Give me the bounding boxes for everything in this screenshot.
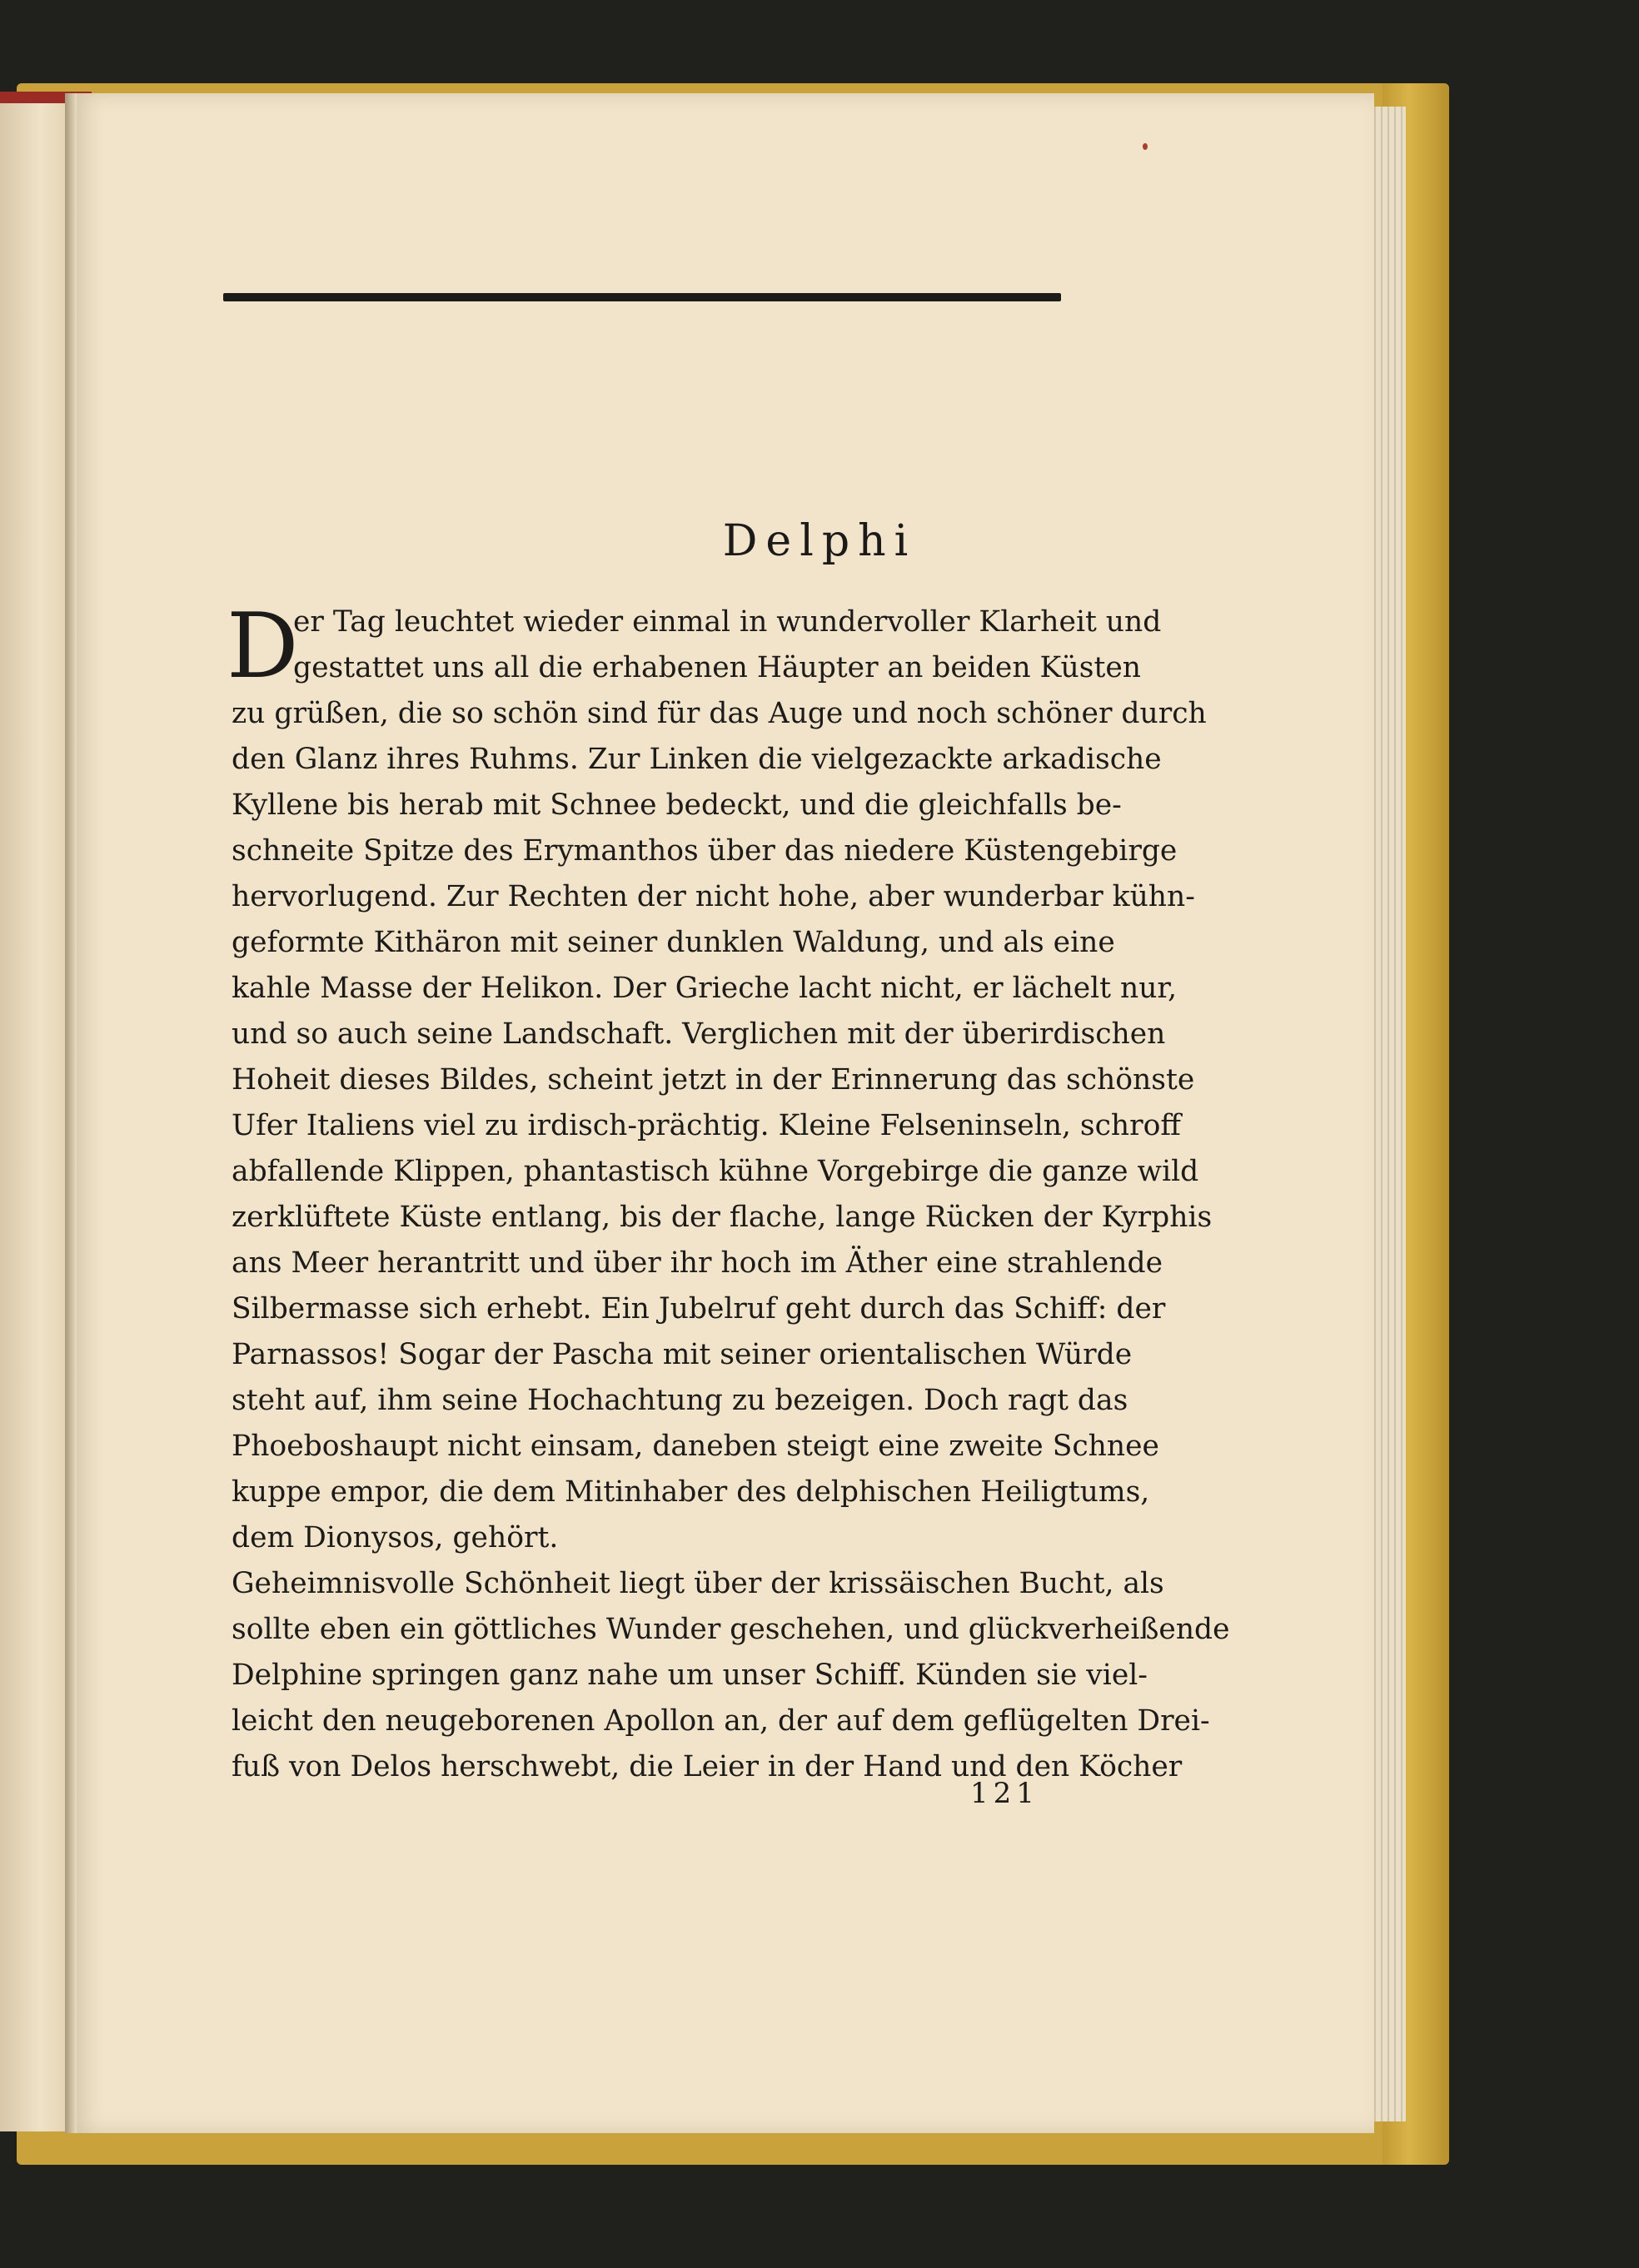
text-line: Ufer Italiens viel zu irdisch-prächtig. Kleine Felseninseln, schroff xyxy=(232,1109,1181,1142)
text-line: und so auch seine Landschaft. Verglichen mit der überirdischen xyxy=(232,1017,1166,1051)
text-line: fuß von Delos herschwebt, die Leier in der Hand und den Köcher xyxy=(232,1750,1183,1783)
text-line: geformte Kithäron mit seiner dunklen Waldung, und als eine xyxy=(232,926,1115,959)
header-rule xyxy=(223,293,1061,301)
left-page xyxy=(0,92,68,2131)
chapter-title: Delphi xyxy=(722,516,917,566)
text-line: er Tag leuchtet wieder einmal in wundervoller Klarheit und xyxy=(293,605,1162,639)
text-line: Phoeboshaupt nicht einsam, daneben steigt eine zweite Schnee xyxy=(232,1430,1159,1463)
text-line: Hoheit dieses Bildes, scheint jetzt in der Erinnerung das schönste xyxy=(232,1063,1195,1097)
text-line: dem Dionysos, gehört. xyxy=(232,1521,559,1554)
text-line: zu grüßen, die so schön sind für das Auge und noch schöner durch xyxy=(232,697,1207,730)
text-line: Parnassos! Sogar der Pascha mit seiner orientalischen Würde xyxy=(232,1338,1133,1371)
text-line: Geheimnisvolle Schönheit liegt über der krissäischen Bucht, als xyxy=(232,1567,1164,1600)
text-line: Delphine springen ganz nahe um unser Schiff. Künden sie viel- xyxy=(232,1659,1148,1692)
book-gutter xyxy=(65,93,77,2133)
text-line: zerklüftete Küste entlang, bis der flache, lange Rücken der Kyrphis xyxy=(232,1201,1213,1234)
text-line: ans Meer herantritt und über ihr hoch im Äther eine strahlende xyxy=(232,1246,1163,1280)
text-line: kuppe empor, die dem Mitinhaber des delphischen Heiligtums, xyxy=(232,1475,1150,1509)
text-line: Silbermasse sich erhebt. Ein Jubelruf geht durch das Schiff: der xyxy=(232,1292,1166,1325)
paper-speck xyxy=(1143,143,1148,150)
text-line: den Glanz ihres Ruhms. Zur Linken die vielgezackte arkadische xyxy=(232,743,1162,776)
text-line: abfallende Klippen, phantastisch kühne Vorgebirge die ganze wild xyxy=(232,1155,1199,1188)
text-line: sollte eben ein göttliches Wunder geschehen, und glückverheißende xyxy=(232,1613,1230,1646)
text-line: Kyllene bis herab mit Schnee bedeckt, und die gleichfalls be- xyxy=(232,788,1122,822)
text-line: hervorlugend. Zur Rechten der nicht hohe, aber wunderbar kühn- xyxy=(232,880,1195,913)
text-line: gestattet uns all die erhabenen Häupter an beiden Küsten xyxy=(293,651,1141,684)
text-line: kahle Masse der Helikon. Der Grieche lacht nicht, er lächelt nur, xyxy=(232,972,1178,1005)
body-text xyxy=(232,599,1230,1790)
text-line: schneite Spitze des Erymanthos über das niedere Küstengebirge xyxy=(232,834,1178,868)
text-line: steht auf, ihm seine Hochachtung zu bezeigen. Doch ragt das xyxy=(232,1384,1128,1417)
drop-initial: D xyxy=(227,594,299,699)
text-line: leicht den neugeborenen Apollon an, der auf dem geflügelten Drei- xyxy=(232,1704,1210,1738)
page-number: 121 xyxy=(970,1777,1039,1810)
